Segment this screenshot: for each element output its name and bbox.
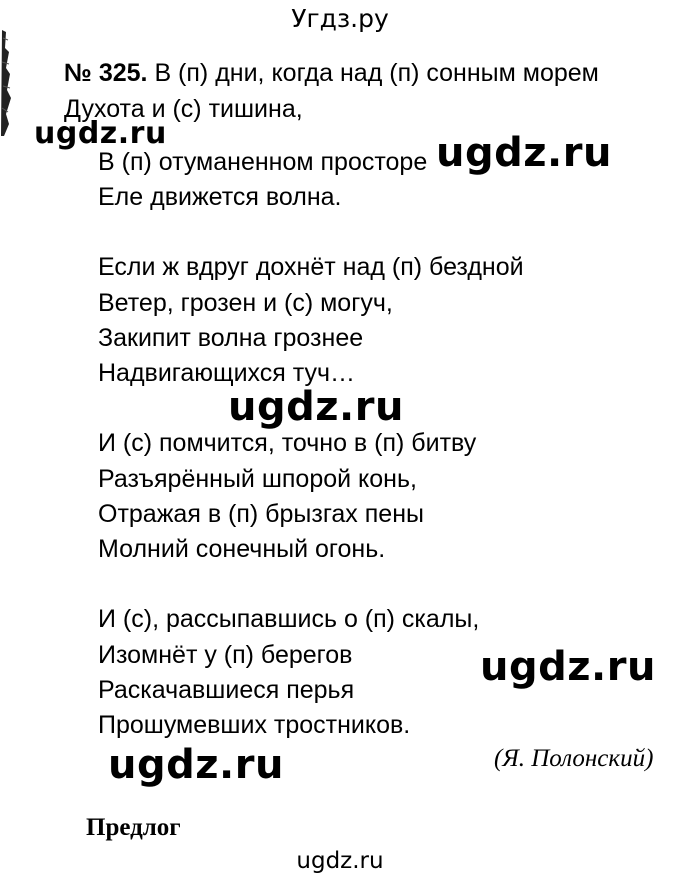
poem-line-9: И (с) помчится, точно в (п) битву (98, 429, 477, 457)
watermark: ugdz.ru (436, 130, 612, 176)
scan-edge-artifact (0, 28, 14, 138)
poem-line-16: Прошумевших тростников. (98, 711, 411, 739)
poem-line-13: И (с), рассыпавшись о (п) скалы, (98, 605, 480, 633)
watermark: ugdz.ru (228, 384, 404, 430)
poem-author: (Я. Полонский) (494, 745, 654, 772)
poem-line-4: Еле движется волна. (98, 183, 342, 211)
poem-line-8: Надвигающихся туч… (98, 359, 356, 387)
poem-line-15: Раскачавшиеся перья (98, 676, 355, 704)
poem-line-6: Ветер, грозен и (с) могуч, (98, 289, 393, 317)
watermark: ugdz.ru (108, 742, 284, 788)
poem-line-14: Изомнёт у (п) берегов (98, 641, 353, 669)
section-heading: Предлог (86, 814, 181, 841)
site-label-top: Угдз.ру (291, 4, 389, 33)
poem-line-text: В (п) дни, когда над (п) сонным морем (154, 59, 599, 87)
poem-line-7: Закипит волна грознее (98, 324, 364, 352)
poem-line-10: Разъярённый шпорой конь, (98, 465, 417, 493)
exercise-number: № 325. (64, 59, 148, 87)
watermark: ugdz.ru (34, 116, 167, 151)
site-label-bottom: ugdz.ru (296, 848, 384, 874)
watermark: ugdz.ru (480, 644, 656, 690)
poem-line-3: В (п) отуманенном просторе (98, 148, 428, 176)
poem-line-1 (64, 58, 599, 88)
poem-line-11: Отражая в (п) брызгах пены (98, 500, 424, 528)
poem-line-12: Молний сонечный огонь. (98, 535, 386, 563)
poem-line-5: Если ж вдруг дохнёт над (п) бездной (98, 253, 524, 281)
poem-line-2: Духота и (с) тишина, (64, 95, 303, 123)
